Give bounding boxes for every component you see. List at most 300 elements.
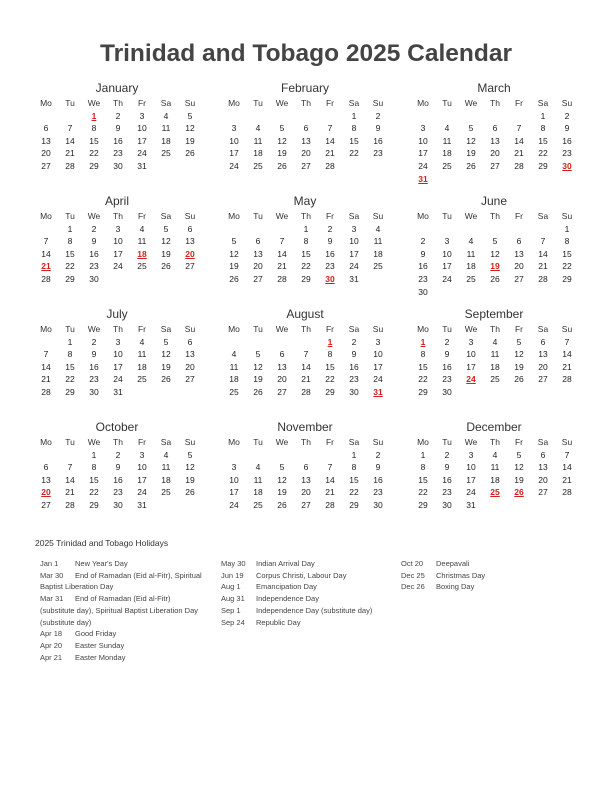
day-cell: 22: [89, 148, 99, 159]
weekday-header: Th: [113, 437, 123, 447]
day-cell: 4: [444, 123, 450, 134]
empty-cell: [246, 110, 270, 123]
weekday-header: Sa: [537, 437, 549, 447]
day-cell: 4: [163, 449, 169, 460]
weekday-header: Sa: [160, 324, 172, 334]
day-cell: 24: [229, 160, 239, 171]
day-cell: 29: [538, 160, 548, 171]
day-cell: 5: [187, 449, 193, 460]
day-cell: 27: [514, 273, 524, 284]
day-cell: 16: [89, 361, 99, 372]
day-cell: 13: [538, 462, 548, 473]
day-cell: 8: [91, 462, 97, 473]
holiday-entry: [221, 617, 372, 629]
day-cell: 24: [466, 487, 476, 498]
day-cell: 6: [255, 236, 261, 247]
holiday-date: Sep 1: [221, 605, 241, 615]
day-cell: 27: [185, 374, 195, 385]
day-cell: 11: [253, 135, 263, 146]
day-cell: 31: [137, 499, 147, 510]
weekday-header: Mo: [40, 324, 52, 334]
day-cell: 20: [538, 474, 548, 485]
day-cell: 24: [373, 374, 383, 385]
day-cell: 6: [187, 223, 193, 234]
day-cell: 4: [375, 223, 381, 234]
day-cell: 30: [89, 386, 99, 397]
day-cell: 25: [137, 261, 147, 272]
day-cell: 28: [277, 273, 287, 284]
weekday-header: Su: [561, 98, 573, 108]
day-cell: 25: [161, 148, 171, 159]
day-cell: 18: [442, 148, 452, 159]
day-cell: 29: [325, 386, 335, 397]
holiday-name: Independence Day: [256, 594, 319, 604]
holiday-entry: [401, 581, 485, 593]
holiday-entry: [221, 558, 372, 570]
day-cell: 28: [562, 487, 572, 498]
day-cell: 20: [538, 361, 548, 372]
holiday-name: New Year's Day: [75, 559, 128, 568]
day-cell: 17: [418, 148, 428, 159]
month-grid: [411, 436, 583, 512]
day-cell: 28: [538, 273, 548, 284]
day-cell: 3: [115, 336, 121, 347]
day-cell: 18: [490, 361, 500, 372]
day-cell: 26: [161, 374, 171, 385]
weekday-header: Sa: [348, 437, 360, 447]
day-cell: 30: [349, 386, 359, 397]
day-cell: 16: [373, 135, 383, 146]
day-cell: 28: [562, 374, 572, 385]
empty-cell: [507, 110, 531, 123]
weekday-header: Tu: [65, 211, 75, 221]
month-name: June: [480, 194, 508, 208]
day-cell: 29: [418, 386, 428, 397]
weekday-header: Su: [184, 437, 196, 447]
day-cell: 30: [89, 273, 99, 284]
empty-cell: [34, 110, 58, 123]
day-cell: 26: [185, 148, 195, 159]
weekday-header: Sa: [160, 211, 172, 221]
day-cell: 27: [41, 499, 51, 510]
day-cell: 11: [373, 236, 383, 247]
weekday-header: Sa: [160, 98, 172, 108]
day-cell: 10: [137, 123, 147, 134]
day-cell: 22: [418, 374, 428, 385]
day-cell: 5: [163, 223, 169, 234]
day-cell: 25: [137, 374, 147, 385]
day-cell: 13: [301, 135, 311, 146]
day-cell: 22: [65, 374, 75, 385]
weekday-header: Tu: [253, 437, 263, 447]
day-cell: 1: [351, 449, 357, 460]
weekday-header: Su: [372, 324, 384, 334]
day-cell: 8: [351, 462, 357, 473]
day-cell: 18: [229, 374, 239, 385]
day-cell: 22: [65, 261, 75, 272]
day-cell: 24: [418, 160, 428, 171]
weekday-header: Tu: [65, 324, 75, 334]
holiday-entry: [221, 593, 372, 605]
day-cell: 30: [113, 499, 123, 510]
day-cell: 19: [229, 261, 239, 272]
holidays-column: [401, 558, 485, 593]
day-cell: 9: [351, 349, 357, 360]
day-cell: 11: [137, 236, 147, 247]
holiday-date: Apr 18: [40, 629, 63, 639]
weekday-header: We: [275, 98, 289, 108]
day-cell: 7: [67, 123, 73, 134]
day-cell: 25: [442, 160, 452, 171]
day-cell: 28: [325, 499, 335, 510]
weekday-header: Fr: [325, 437, 335, 447]
day-cell: 23: [373, 487, 383, 498]
day-cell: 29: [65, 386, 75, 397]
day-cell: 10: [466, 462, 476, 473]
weekday-header: Fr: [325, 324, 335, 334]
day-cell: 10: [373, 349, 383, 360]
day-cell: 15: [301, 248, 311, 259]
month-name: November: [277, 420, 333, 434]
day-cell: 1: [91, 449, 97, 460]
day-cell: 6: [303, 123, 309, 134]
weekday-header: We: [464, 98, 478, 108]
weekday-header: Fr: [325, 211, 335, 221]
day-cell: 13: [301, 474, 311, 485]
day-cell: 13: [490, 135, 500, 146]
holiday-day-cell: 31: [373, 386, 383, 397]
day-cell: 7: [43, 349, 49, 360]
day-cell: 11: [490, 349, 500, 360]
day-cell: 2: [351, 336, 357, 347]
day-cell: 17: [466, 361, 476, 372]
weekday-header: We: [87, 211, 101, 221]
day-cell: 26: [277, 499, 287, 510]
weekday-header: We: [87, 324, 101, 334]
weekday-header: Su: [184, 211, 196, 221]
day-cell: 18: [490, 474, 500, 485]
day-cell: 16: [418, 261, 428, 272]
holiday-entry: [40, 628, 202, 640]
weekday-header: Su: [372, 98, 384, 108]
holiday-day-cell: 30: [562, 160, 572, 171]
day-cell: 7: [564, 449, 570, 460]
weekday-header: Sa: [537, 324, 549, 334]
day-cell: 25: [229, 386, 239, 397]
day-cell: 14: [65, 135, 75, 146]
month-april: [34, 193, 206, 286]
day-cell: 16: [373, 474, 383, 485]
day-cell: 24: [349, 261, 359, 272]
day-cell: 25: [253, 499, 263, 510]
weekday-header: Fr: [137, 211, 147, 221]
weekday-header: Th: [490, 437, 500, 447]
day-cell: 2: [115, 110, 121, 121]
day-cell: 5: [163, 336, 169, 347]
holiday-date: Mar 30: [40, 570, 64, 580]
day-cell: 5: [255, 349, 261, 360]
weekday-header: Mo: [417, 98, 429, 108]
holiday-entry: [401, 570, 485, 582]
day-cell: 31: [349, 273, 359, 284]
day-cell: 26: [253, 386, 263, 397]
weekday-header: Th: [301, 98, 311, 108]
day-cell: 4: [255, 462, 261, 473]
holiday-entry: [40, 640, 202, 652]
holiday-day-cell: 1: [91, 110, 97, 121]
empty-cell: [459, 223, 483, 236]
day-cell: 21: [514, 148, 524, 159]
empty-cell: [222, 223, 246, 236]
day-cell: 7: [327, 123, 333, 134]
holidays-heading: 2025 Trinidad and Tobago Holidays: [35, 538, 169, 548]
day-cell: 22: [562, 261, 572, 272]
day-cell: 5: [279, 123, 285, 134]
day-cell: 5: [516, 449, 522, 460]
day-cell: 27: [490, 160, 500, 171]
weekday-header: Su: [184, 98, 196, 108]
day-cell: 14: [325, 474, 335, 485]
weekday-header: Tu: [65, 98, 75, 108]
empty-cell: [483, 223, 507, 236]
empty-cell: [270, 336, 294, 349]
day-cell: 13: [185, 236, 195, 247]
day-cell: 3: [139, 449, 145, 460]
day-cell: 13: [185, 349, 195, 360]
day-cell: 23: [562, 148, 572, 159]
day-cell: 22: [325, 374, 335, 385]
day-cell: 30: [418, 286, 428, 297]
day-cell: 21: [41, 374, 51, 385]
day-cell: 26: [161, 261, 171, 272]
day-cell: 29: [89, 499, 99, 510]
month-grid: [222, 210, 394, 286]
holiday-name: Deepavali: [436, 559, 470, 568]
weekday-header: Sa: [537, 211, 549, 221]
day-cell: 3: [351, 223, 357, 234]
day-cell: 29: [418, 499, 428, 510]
day-cell: 17: [442, 261, 452, 272]
day-cell: 19: [253, 374, 263, 385]
weekday-header: We: [275, 437, 289, 447]
day-cell: 13: [277, 361, 287, 372]
weekday-header: Mo: [228, 324, 240, 334]
weekday-header: Fr: [514, 324, 524, 334]
day-cell: 25: [253, 160, 263, 171]
holiday-day-cell: 18: [137, 248, 147, 259]
day-cell: 1: [351, 110, 357, 121]
day-cell: 2: [91, 223, 97, 234]
holiday-entry: [40, 558, 202, 570]
day-cell: 14: [325, 135, 335, 146]
weekday-header: Mo: [40, 437, 52, 447]
month-name: August: [286, 307, 324, 321]
weekday-header: Sa: [537, 98, 549, 108]
holiday-day-cell: 19: [490, 261, 500, 272]
day-cell: 10: [466, 349, 476, 360]
empty-cell: [58, 449, 82, 462]
day-cell: 30: [442, 386, 452, 397]
holiday-date: Dec 25: [401, 570, 425, 580]
holiday-day-cell: 30: [325, 273, 335, 284]
day-cell: 26: [277, 160, 287, 171]
weekday-header: Sa: [160, 437, 172, 447]
day-cell: 11: [253, 474, 263, 485]
day-cell: 18: [161, 135, 171, 146]
empty-cell: [507, 223, 531, 236]
day-cell: 19: [514, 474, 524, 485]
weekday-header: Th: [301, 324, 311, 334]
month-july: [34, 306, 206, 399]
day-cell: 14: [277, 248, 287, 259]
month-name: February: [280, 81, 330, 95]
weekday-header: Tu: [253, 211, 263, 221]
weekday-header: Th: [113, 98, 123, 108]
month-september: [411, 306, 583, 399]
month-name: March: [477, 81, 511, 95]
day-cell: 12: [490, 248, 500, 259]
month-grid: [222, 97, 394, 173]
day-cell: 12: [277, 474, 287, 485]
day-cell: 14: [301, 361, 311, 372]
day-cell: 21: [538, 261, 548, 272]
day-cell: 2: [444, 336, 450, 347]
empty-cell: [246, 223, 270, 236]
day-cell: 15: [418, 474, 428, 485]
day-cell: 1: [564, 223, 570, 234]
day-cell: 14: [65, 474, 75, 485]
day-cell: 17: [113, 361, 123, 372]
day-cell: 21: [65, 148, 75, 159]
day-cell: 24: [137, 148, 147, 159]
day-cell: 23: [113, 487, 123, 498]
month-grid: [222, 436, 394, 512]
day-cell: 3: [231, 462, 237, 473]
day-cell: 3: [420, 123, 426, 134]
day-cell: 30: [113, 160, 123, 171]
day-cell: 12: [253, 361, 263, 372]
day-cell: 27: [277, 386, 287, 397]
month-june: [411, 193, 583, 298]
weekday-header: Tu: [253, 324, 263, 334]
weekday-header: We: [275, 211, 289, 221]
day-cell: 27: [253, 273, 263, 284]
month-grid: [411, 97, 583, 185]
day-cell: 11: [137, 349, 147, 360]
holiday-name: Christmas Day: [436, 570, 486, 580]
weekday-header: Su: [372, 437, 384, 447]
holiday-day-cell: 20: [185, 248, 195, 259]
day-cell: 19: [277, 487, 287, 498]
day-cell: 11: [161, 123, 171, 134]
day-cell: 10: [113, 349, 123, 360]
weekday-header: Th: [301, 437, 311, 447]
day-cell: 18: [466, 261, 476, 272]
day-cell: 12: [185, 123, 195, 134]
day-cell: 26: [514, 374, 524, 385]
day-cell: 8: [327, 349, 333, 360]
day-cell: 6: [540, 449, 546, 460]
day-cell: 9: [444, 462, 450, 473]
day-cell: 6: [187, 336, 193, 347]
day-cell: 5: [187, 110, 193, 121]
day-cell: 26: [229, 273, 239, 284]
empty-cell: [294, 449, 318, 462]
holiday-name: Easter Monday: [75, 652, 126, 662]
day-cell: 1: [303, 223, 309, 234]
holiday-name-continued: Baptist Liberation Day: [40, 582, 114, 592]
day-cell: 7: [279, 236, 285, 247]
day-cell: 14: [538, 248, 548, 259]
day-cell: 17: [373, 361, 383, 372]
day-cell: 18: [137, 361, 147, 372]
day-cell: 12: [514, 462, 524, 473]
month-grid: [34, 210, 206, 286]
day-cell: 19: [514, 361, 524, 372]
day-cell: 7: [564, 336, 570, 347]
day-cell: 3: [139, 110, 145, 121]
day-cell: 9: [115, 123, 121, 134]
weekday-header: We: [87, 98, 101, 108]
day-cell: 16: [325, 248, 335, 259]
day-cell: 10: [137, 462, 147, 473]
empty-cell: [246, 336, 270, 349]
day-cell: 23: [113, 148, 123, 159]
empty-cell: [483, 110, 507, 123]
day-cell: 9: [444, 349, 450, 360]
weekday-header: Sa: [348, 211, 360, 221]
empty-cell: [222, 449, 246, 462]
day-cell: 13: [253, 248, 263, 259]
day-cell: 28: [301, 386, 311, 397]
day-cell: 11: [229, 361, 239, 372]
day-cell: 20: [301, 487, 311, 498]
day-cell: 19: [161, 361, 171, 372]
holiday-name: Boxing Day: [436, 582, 475, 592]
day-cell: 31: [137, 160, 147, 171]
day-cell: 21: [325, 487, 335, 498]
day-cell: 16: [442, 361, 452, 372]
weekday-header: We: [87, 437, 101, 447]
day-cell: 9: [91, 349, 97, 360]
day-cell: 28: [41, 273, 51, 284]
day-cell: 7: [303, 349, 309, 360]
day-cell: 9: [327, 236, 333, 247]
day-cell: 27: [301, 160, 311, 171]
day-cell: 25: [373, 261, 383, 272]
day-cell: 11: [490, 462, 500, 473]
empty-cell: [459, 110, 483, 123]
day-cell: 15: [89, 474, 99, 485]
day-cell: 2: [91, 336, 97, 347]
day-cell: 13: [514, 248, 524, 259]
day-cell: 28: [65, 499, 75, 510]
empty-cell: [34, 449, 58, 462]
day-cell: 19: [277, 148, 287, 159]
day-cell: 8: [67, 349, 73, 360]
day-cell: 14: [562, 349, 572, 360]
weekday-header: Mo: [228, 211, 240, 221]
holiday-name: Good Friday: [75, 629, 117, 639]
month-name: September: [464, 307, 524, 321]
day-cell: 10: [229, 474, 239, 485]
holiday-entry: [221, 581, 372, 593]
day-cell: 8: [420, 349, 426, 360]
day-cell: 18: [253, 487, 263, 498]
day-cell: 4: [468, 236, 474, 247]
day-cell: 26: [466, 160, 476, 171]
day-cell: 21: [301, 374, 311, 385]
